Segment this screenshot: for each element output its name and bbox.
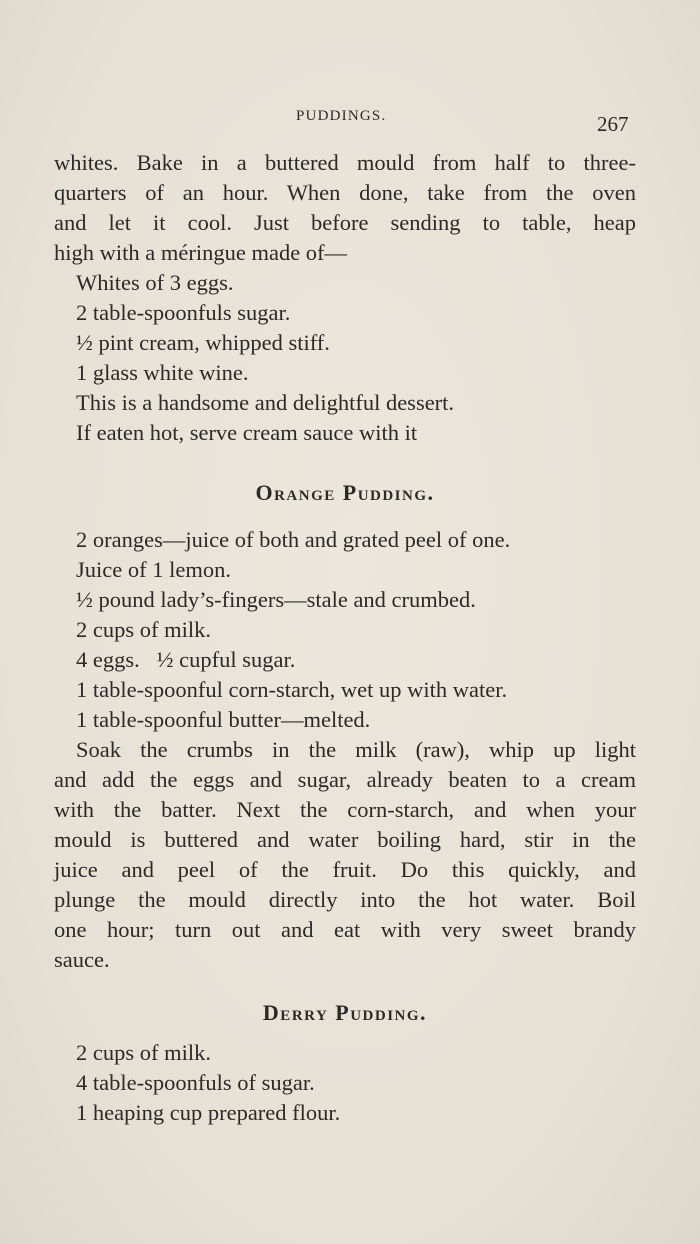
text-line: high with a méringue made of— xyxy=(54,240,348,265)
ingredient-item: Juice of 1 lemon. xyxy=(76,557,231,582)
ingredient-item: 1 table-spoonful butter—melted. xyxy=(76,707,371,732)
text-line: sauce. xyxy=(54,947,110,972)
list-item: This is a handsome and delightful dessert. xyxy=(76,390,455,415)
ingredient-item: 2 cups of milk. xyxy=(76,617,211,642)
running-title: PUDDINGS. xyxy=(296,108,387,124)
continued-paragraph xyxy=(54,148,636,268)
list-item: Whites of 3 eggs. xyxy=(76,270,234,295)
text-line: Soak the crumbs in the milk (raw), whip up light xyxy=(76,737,636,762)
ingredient-item: 1 heaping cup prepared flour. xyxy=(76,1100,341,1125)
ingredient-item: 4 eggs. ½ cupful sugar. xyxy=(76,647,296,672)
orange-pudding-heading: Orange Pudding. xyxy=(255,480,435,505)
text-line: plunge the mould directly into the hot water. Boil xyxy=(54,887,636,912)
text-line: whites. Bake in a buttered mould from half to three- xyxy=(54,150,636,175)
ingredient-item: 2 cups of milk. xyxy=(76,1040,211,1065)
text-line: juice and peel of the fruit. Do this quickly, and xyxy=(54,857,636,882)
ingredient-item: 1 table-spoonful corn-starch, wet up with water. xyxy=(76,677,508,702)
list-item: 2 table-spoonfuls sugar. xyxy=(76,300,291,325)
text-line: and let it cool. Just before sending to table, heap xyxy=(54,210,636,235)
ingredient-item: ½ pound lady’s-fingers—stale and crumbed. xyxy=(76,587,476,612)
derry-ingredients xyxy=(54,1038,636,1128)
ingredient-item: 2 oranges—juice of both and grated peel of one. xyxy=(76,527,511,552)
list-item: ½ pint cream, whipped stiff. xyxy=(76,330,330,355)
orange-method xyxy=(54,735,636,975)
meringue-list xyxy=(54,268,636,448)
page-number: 267 xyxy=(597,112,629,136)
list-item: 1 glass white wine. xyxy=(76,360,249,385)
derry-pudding-heading: Derry Pudding. xyxy=(262,1000,428,1025)
orange-ingredients xyxy=(54,525,636,735)
text-line: with the batter. Next the corn-starch, and when your xyxy=(54,797,636,822)
ingredient-item: 4 table-spoonfuls of sugar. xyxy=(76,1070,315,1095)
text-line: mould is buttered and water boiling hard, stir in the xyxy=(54,827,636,852)
text-line: and add the eggs and sugar, already beaten to a cream xyxy=(54,767,636,792)
list-item: If eaten hot, serve cream sauce with it xyxy=(76,420,418,445)
text-line: quarters of an hour. When done, take from the oven xyxy=(54,180,636,205)
page-body xyxy=(54,148,636,1128)
text-line: one hour; turn out and eat with very sweet brandy xyxy=(54,917,636,942)
page-header xyxy=(0,106,700,136)
